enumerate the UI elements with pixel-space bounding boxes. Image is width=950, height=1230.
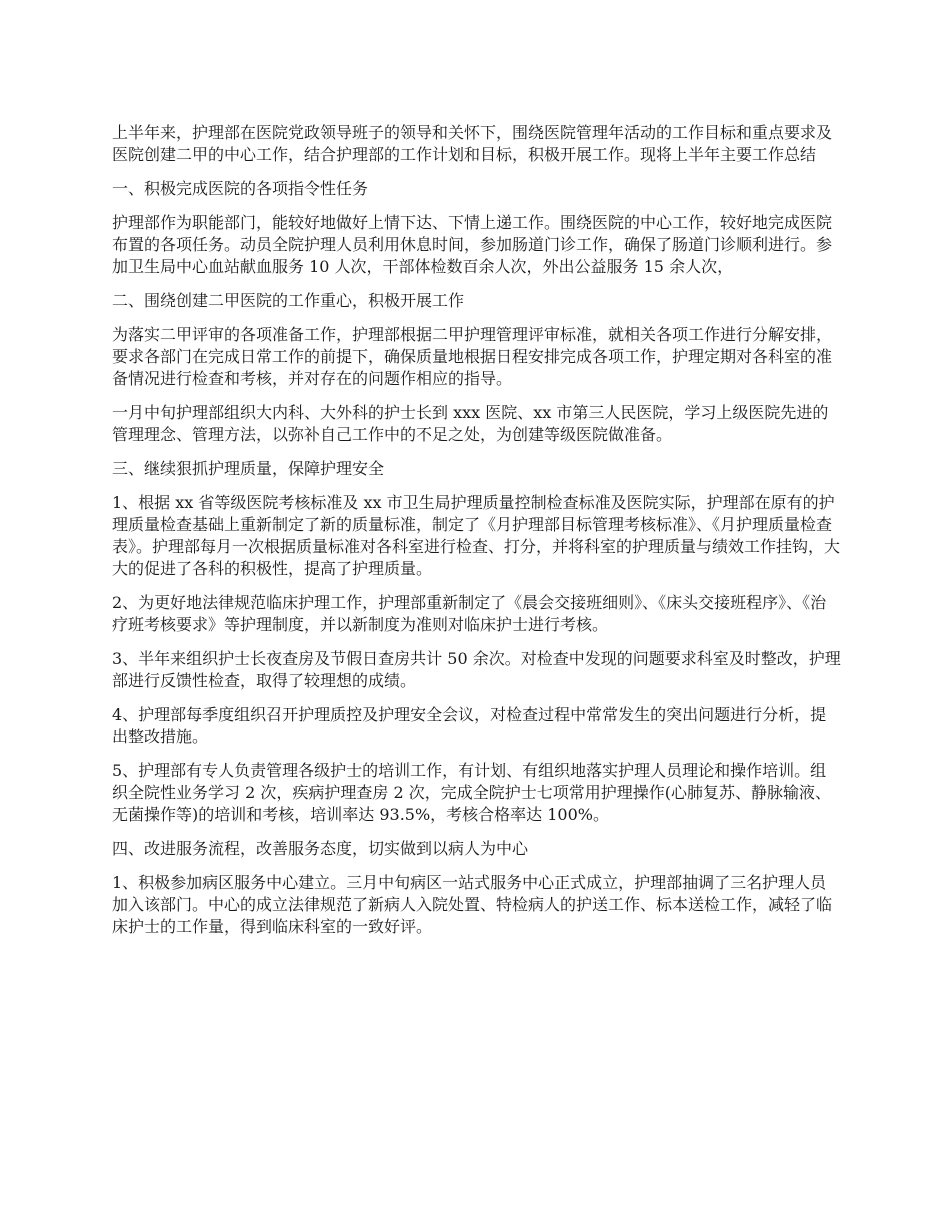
section-4-item-1: 1、积极参加病区服务中心建立。三月中旬病区一站式服务中心正式成立，护理部抽调了三名护理人员加入该部门。中心的成立法律规范了新病人入院处置、特检病人的护送工作、标本送检工作，减轻了临床护士的工作量，得到临床科室的一致好评。 — [112, 873, 833, 936]
section-3-item-5: 5、护理部有专人负责管理各级护士的培训工作，有计划、有组织地落实护理人员理论和操作培训。组织全院性业务学习 2 次，疾病护理查房 2 次，完成全院护士七项常用护理操作(心肺复苏、静脉输液、无菌操作等)的培训和考核，培训率达 93.5%，考核合格率达 100%。 — [112, 761, 831, 824]
section-3-item-4: 4、护理部每季度组织召开护理质控及护理安全会议，对检查过程中常常发生的突出问题进行分析，提出整改措施。 — [112, 705, 827, 746]
section-heading-1: 一、积极完成医院的各项指令性任务 — [112, 179, 369, 198]
section-3-item-2: 2、为更好地法律规范临床护理工作，护理部重新制定了《晨会交接班细则》、《床头交接班程序》、《治疗班考核要求》等护理制度，并以新制度为准则对临床护士进行考核。 — [112, 593, 827, 634]
section-3-item-3: 3、半年来组织护士长夜查房及节假日查房共计 50 余次。对检查中发现的问题要求科室及时整改，护理部进行反馈性检查，取得了较理想的成绩。 — [112, 649, 841, 690]
section-2-paragraph-2: 一月中旬护理部组织大内科、大外科的护士长到 xxx 医院、xx 市第三人民医院，学习上级医院先进的管理理念、管理方法，以弥补自己工作中的不足之处，为创建等级医院做准备。 — [112, 403, 829, 444]
section-heading-2: 二、围绕创建二甲医院的工作重心，积极开展工作 — [112, 291, 465, 310]
section-1-paragraph: 护理部作为职能部门，能较好地做好上情下达、下情上递工作。围绕医院的中心工作，较好地完成医院布置的各项任务。动员全院护理人员利用休息时间，参加肠道门诊工作，确保了肠道门诊顺利进行。参加卫生局中心血站献血服务 10 人次，干部体检数百余人次，外出公益服务 15 余人次， — [112, 213, 833, 276]
section-2-paragraph-1: 为落实二甲评审的各项准备工作，护理部根据二甲护理管理评审标准，就相关各项工作进行分解安排，要求各部门在完成日常工作的前提下，确保质量地根据日程安排完成各项工作，护理定期对各科室的准备情况进行检查和考核，并对存在的问题作相应的指导。 — [112, 325, 833, 388]
document-page — [112, 122, 842, 950]
section-heading-3: 三、继续狠抓护理质量，保障护理安全 — [112, 459, 385, 478]
section-heading-4: 四、改进服务流程，改善服务态度，切实做到以病人为中心 — [112, 839, 529, 858]
section-3-item-1: 1、根据 xx 省等级医院考核标准及 xx 市卫生局护理质量控制检查标准及医院实际，护理部在原有的护理质量检查基础上重新制定了新的质量标准，制定了《月护理部目标管理考核标准》、《月护理质量检查表》。护理部每月一次根据质量标准对各科室进行检查、打分，并将科室的护理质量与绩效工作挂钩，大大的促进了各科的积极性，提高了护理质量。 — [112, 493, 841, 578]
intro-paragraph: 上半年来，护理部在医院党政领导班子的领导和关怀下，围绕医院管理年活动的工作目标和重点要求及医院创建二甲的中心工作，结合护理部的工作计划和目标，积极开展工作。现将上半年主要工作总结 — [112, 123, 833, 164]
